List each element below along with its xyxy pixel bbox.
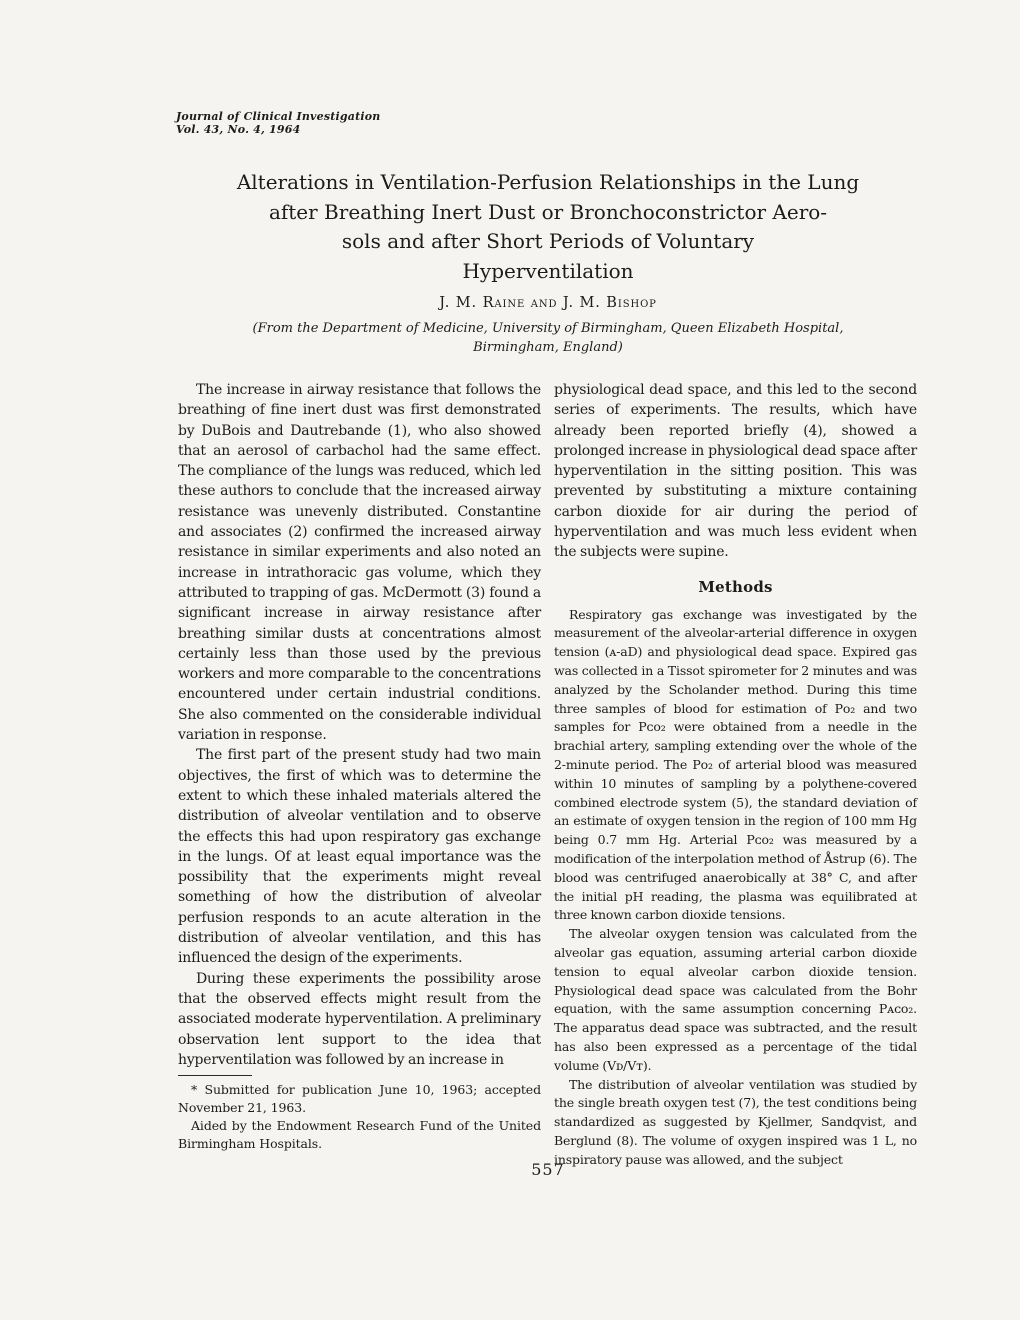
paper-title (178, 168, 918, 286)
footnote-rule (178, 1075, 252, 1076)
title-block (178, 168, 918, 357)
methods-paragraph: The distribution of alveolar ventilation was studied by the single breath oxygen test (7), the test conditions being standardized as suggested by Kjellmer, Sandqvist, and Berglund (8). The volume of oxygen inspired was 1 L, no inspiratory pause was allowed, and the subject (554, 1076, 917, 1167)
title-line: Hyperventilation (462, 258, 634, 283)
body-paragraph: During these experiments the possibility arose that the observed effects might result from the associated moderate hyperventilation. A preliminary observation lent support to the idea that hyperventilation was followed by an increase in (178, 970, 541, 1068)
title-line: sols and after Short Periods of Voluntary (341, 229, 755, 253)
methods-paragraph: Respiratory gas exchange was investigated by the measurement of the alveolar-arterial difference in oxygen tension (ᴀ-aD) and physiological dead space. Expired gas was collected in a Tissot spirometer for 2 minutes and was analyzed by the Scholander method. During this time three samples of blood for estimation of Pᴏ₂ and two samples for Pᴄᴏ₂ were obtained from a needle in the brachial artery, sampling extending over the whole of the 2-minute period. The Pᴏ₂ of arterial blood was measured within 10 minutes of sampling by a polythene-covered combined electrode system (5), the standard deviation of an estimate of oxygen tension in the region of 100 mm Hg being 0.7 mm Hg. Arterial Pᴄᴏ₂ was measured by a modification of the interpolation method of Åstrup (6). The blood was centrifuged anaerobically at 38° C, and after the initial pH reading, the plasma was equilibrated at three known carbon dioxide tensions. (554, 606, 917, 923)
body-paragraph: The first part of the present study had two main objectives, the first of which was to determine the extent to which these inhaled materials altered the distribution of alveolar ventilation and to observe the effects this had upon respiratory gas exchange in the lungs. Of at least equal importance was the possibility that the experiments might reveal something of how the distribution of alveolar perfusion responds to an acute alteration in the distribution of alveolar ventilation, and this has influenced the design of the experiments. (178, 747, 541, 967)
affiliation-line: Birmingham, England) (473, 340, 623, 355)
body-paragraph: The increase in airway resistance that follows the breathing of fine inert dust was first demonstrated by DuBois and Dautrebande (1), who also showed that an aerosol of carbachol had the same effect. The compliance of the lungs was reduced, which led these authors to conclude that the increased airway resistance was unevenly distributed. Constantine and associates (2) confirmed the increased airway resistance in similar experiments and also noted an increase in intrathoracic gas volume, which they attributed to trapping of gas. McDermott (3) found a significant increase in airway resistance after breathing similar dusts at concentrations almost certainly less than those used by the previous workers and more comparable to the concentrations encountered under certain industrial conditions. She also commented on the considerable individual variation in response. (178, 382, 541, 744)
footnote-block (178, 1075, 541, 1153)
journal-issue: Vol. 43, No. 4, 1964 (176, 123, 301, 136)
title-line: after Breathing Inert Dust or Bronchoconstrictor Aero- (268, 199, 828, 224)
footnote-text: Aided by the Endowment Research Fund of the United Birmingham Hospitals. (178, 1118, 541, 1152)
right-column (554, 380, 917, 1170)
title-line: Alterations in Ventilation-Perfusion Relationships in the Lung (236, 170, 860, 194)
journal-masthead (176, 110, 381, 136)
journal-name: Journal of Clinical Investigation (176, 110, 381, 123)
footnote-text: * Submitted for publication June 10, 1963; accepted November 21, 1963. (178, 1082, 541, 1116)
body-paragraph: physiological dead space, and this led to the second series of experiments. The results, which have already been reported briefly (4), showed a prolonged increase in physiological dead space after hyperventilation in the sitting position. This was prevented by substituting a mixture containing carbon dioxide for air during the period of hyperventilation and was much less evident when the subjects were supine. (554, 382, 917, 561)
article-body (178, 380, 918, 1170)
affiliation (178, 319, 918, 357)
affiliation-line: (From the Department of Medicine, University of Birmingham, Queen Elizabeth Hospital, (252, 321, 844, 336)
page-number: 557 (531, 1160, 565, 1179)
methods-heading: Methods (698, 577, 773, 596)
authors-line: J. M. Raine and J. M. Bishop (439, 295, 657, 311)
left-column (178, 380, 541, 1170)
methods-paragraph: The alveolar oxygen tension was calculated from the alveolar gas equation, assuming arterial carbon dioxide tension to equal alveolar carbon dioxide tension. Physiological dead space was calculated from the Bohr equation, with the same assumption concerning Pᴀᴄᴏ₂. The apparatus dead space was subtracted, and the result has also been expressed as a percentage of the tidal volume (Vᴅ/Vᴛ). (554, 926, 917, 1073)
